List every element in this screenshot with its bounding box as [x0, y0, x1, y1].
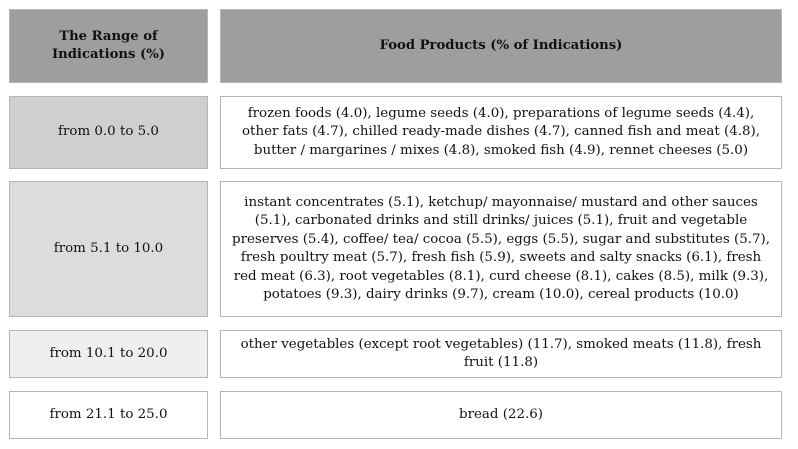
range-cell: [9, 181, 208, 317]
range-cell: [9, 330, 208, 378]
header-range-label: The Range of Indications (%): [51, 29, 166, 62]
range-label: from 10.1 to 20.0: [49, 345, 168, 361]
products-text: other vegetables (except root vegetables) (11.7), smoked meats (11.8), fresh fruit (11.8): [240, 336, 762, 370]
header-food-cell: [220, 9, 782, 83]
header-food-label: Food Products (% of Indications): [379, 38, 623, 53]
range-cell: [9, 96, 208, 169]
products-cell: [220, 181, 782, 317]
range-label: from 0.0 to 5.0: [58, 124, 159, 140]
products-text: bread (22.6): [459, 406, 543, 422]
products-cell: [220, 96, 782, 169]
header-range-cell: [9, 9, 208, 83]
range-label: from 5.1 to 10.0: [53, 240, 164, 256]
products-text: frozen foods (4.0), legume seeds (4.0), preparations of legume seeds (4.4), other fats (4.7), chilled ready-made dishes (4.7), canned fish and meat (4.8), butter / margarines / mixes (4.8), smoked fish (4.9), rennet cheeses (5.0): [242, 105, 760, 158]
range-label: from 21.1 to 25.0: [49, 406, 168, 422]
products-cell: [220, 330, 782, 378]
products-cell: [220, 391, 782, 439]
range-cell: [9, 391, 208, 439]
products-text: instant concentrates (5.1), ketchup/ mayonnaise/ mustard and other sauces (5.1), carbonated drinks and still drinks/ juices (5.1), fruit and vegetable preserves (5.4), coffee/ tea/ cocoa (5.5), eggs (5.5), sugar and substitutes (5.7), fresh poultry meat (5.7), fresh fish (5.9), sweets and salty snacks (6.1), fresh red meat (6.3), root vegetables (8.1), curd cheese (8.1), cakes (8.5), milk (9.3), potatoes (9.3), dairy drinks (9.7), cream (10.0), cereal products (10.0): [232, 194, 770, 302]
